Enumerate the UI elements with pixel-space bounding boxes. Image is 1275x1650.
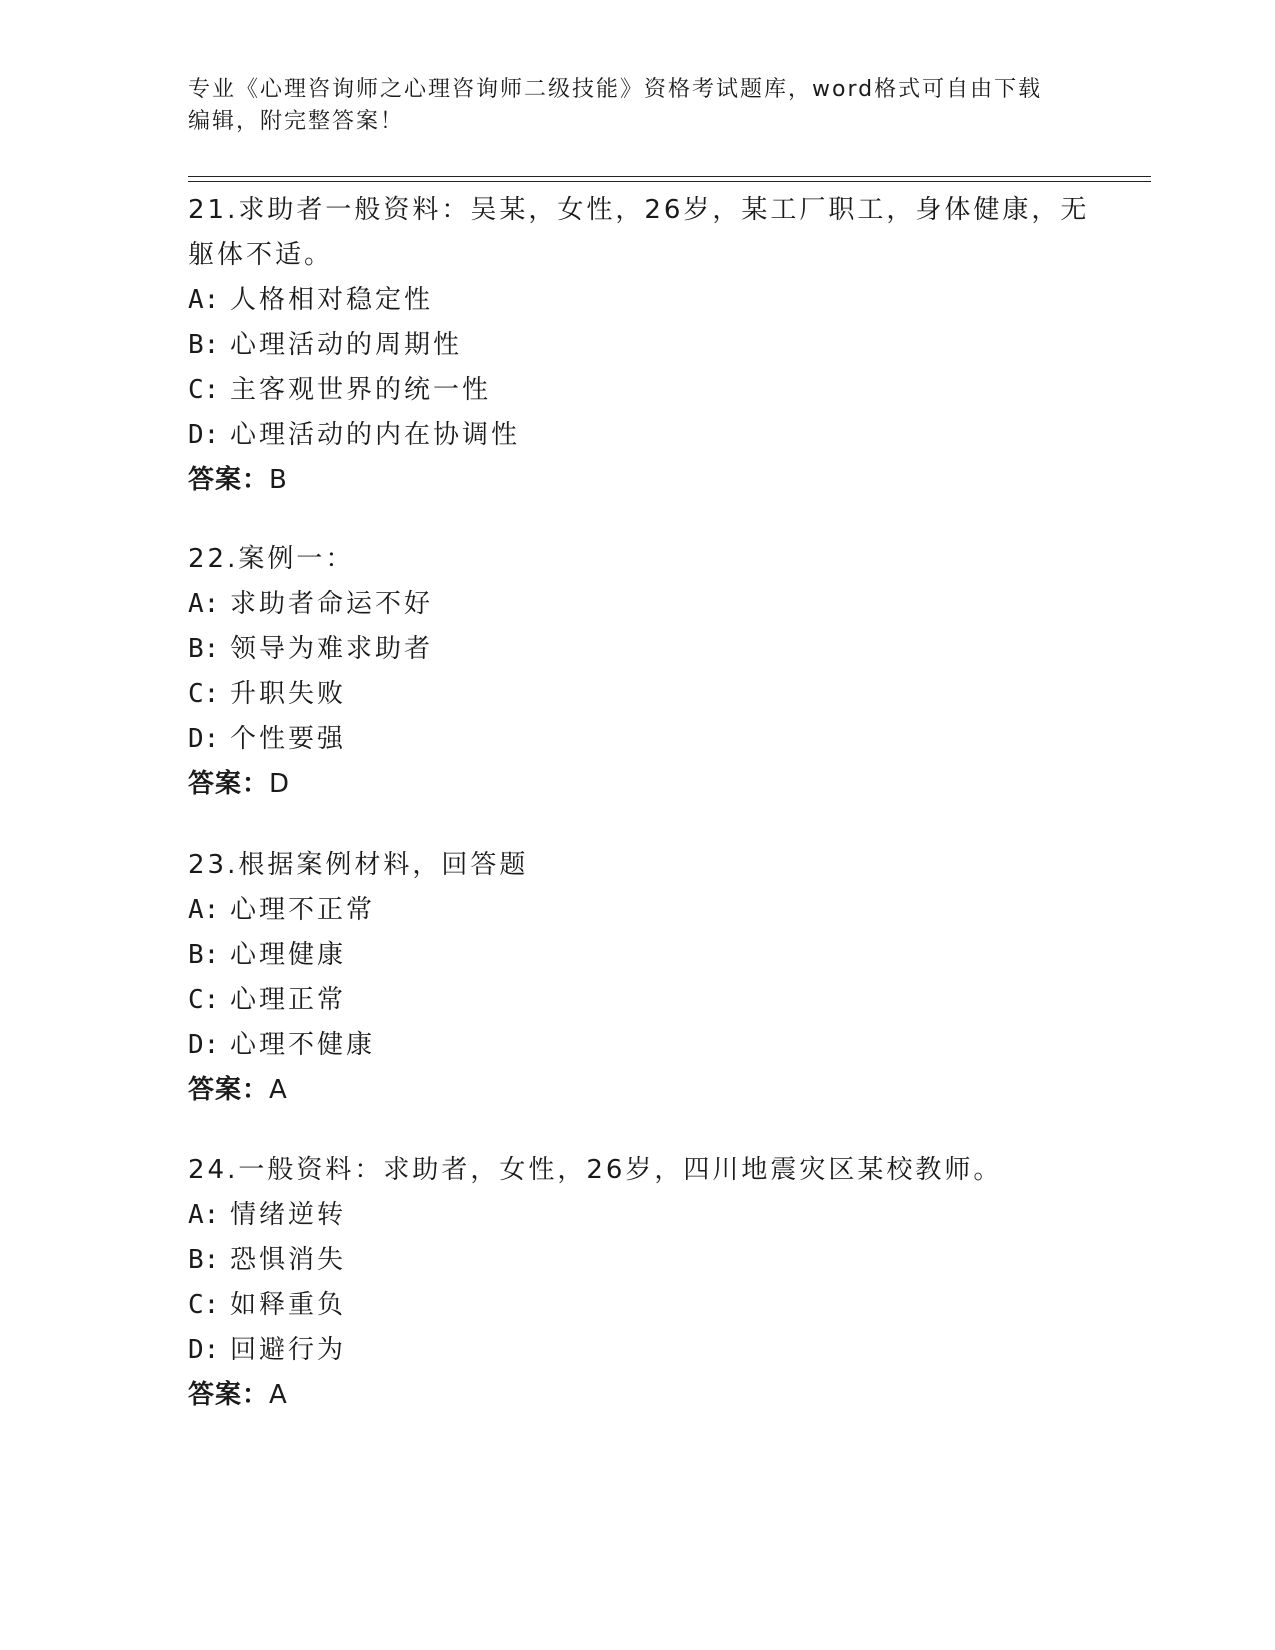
option-text: 人格相对稳定性 [230,285,434,315]
header-line-1: 专业《心理咨询师之心理咨询师二级技能》资格考试题库，word格式可自由下载 [188,77,1043,102]
option-text: 心理健康 [230,940,347,970]
option-text: 心理不正常 [230,895,376,925]
option-key: C: [188,375,220,405]
document-header [188,74,1088,138]
option-a [188,888,1088,933]
option-key: A: [188,895,220,925]
question-21 [188,188,1088,503]
option-key: D: [188,724,220,754]
option-key: C: [188,985,220,1015]
option-key: D: [188,420,220,450]
option-key: B: [188,330,220,360]
option-key: C: [188,679,220,709]
answer-line [188,762,1088,807]
option-c [188,368,1088,413]
option-text: 心理正常 [230,985,347,1015]
option-key: C: [188,1290,220,1320]
option-c [188,672,1088,717]
question-22 [188,537,1088,807]
option-key: B: [188,1245,220,1275]
answer-line [188,1068,1088,1113]
answer-label: 答案： [188,769,270,799]
option-text: 恐惧消失 [230,1245,347,1275]
option-key: B: [188,634,220,664]
option-text: 求助者命运不好 [230,589,434,619]
option-d [188,1328,1088,1373]
option-key: D: [188,1335,220,1365]
answer-value: B [269,465,288,495]
answer-value: D [269,769,291,799]
option-a [188,278,1088,323]
option-text: 如释重负 [230,1290,347,1320]
question-stem-line-2: 躯体不适。 [188,240,334,270]
option-text: 心理活动的周期性 [230,330,463,360]
answer-value: A [269,1075,288,1105]
question-24 [188,1148,1088,1418]
option-key: A: [188,589,220,619]
question-stem-line-1: 21.求助者一般资料：吴某，女性，26岁，某工厂职工，身体健康，无 [188,195,1090,225]
option-key: A: [188,1200,220,1230]
option-b [188,627,1088,672]
option-d [188,413,1088,458]
answer-label: 答案： [188,1075,270,1105]
option-c [188,1283,1088,1328]
option-text: 个性要强 [230,724,347,754]
answer-label: 答案： [188,1380,270,1410]
option-b [188,323,1088,368]
option-key: B: [188,940,220,970]
option-key: D: [188,1030,220,1060]
option-text: 心理活动的内在协调性 [230,420,521,450]
answer-line [188,1373,1088,1418]
option-text: 领导为难求助者 [230,634,434,664]
option-text: 心理不健康 [230,1030,376,1060]
answer-label: 答案： [188,465,270,495]
option-c [188,978,1088,1023]
answer-value: A [269,1380,288,1410]
option-a [188,582,1088,627]
header-divider-top [188,176,1151,177]
option-d [188,1023,1088,1068]
option-d [188,717,1088,762]
question-stem-line-1: 24.一般资料：求助者，女性，26岁，四川地震灾区某校教师。 [188,1155,1003,1185]
question-stem-line-1: 23.根据案例材料，回答题 [188,850,529,880]
header-line-2: 编辑，附完整答案！ [188,109,405,134]
option-a [188,1193,1088,1238]
option-b [188,933,1088,978]
answer-line [188,458,1088,503]
option-b [188,1238,1088,1283]
header-divider-bottom [188,181,1151,182]
option-key: A: [188,285,220,315]
question-23 [188,843,1088,1113]
option-text: 回避行为 [230,1335,347,1365]
option-text: 情绪逆转 [230,1200,347,1230]
option-text: 主客观世界的统一性 [230,375,492,405]
option-text: 升职失败 [230,679,347,709]
question-stem-line-1: 22.案例一： [188,544,355,574]
